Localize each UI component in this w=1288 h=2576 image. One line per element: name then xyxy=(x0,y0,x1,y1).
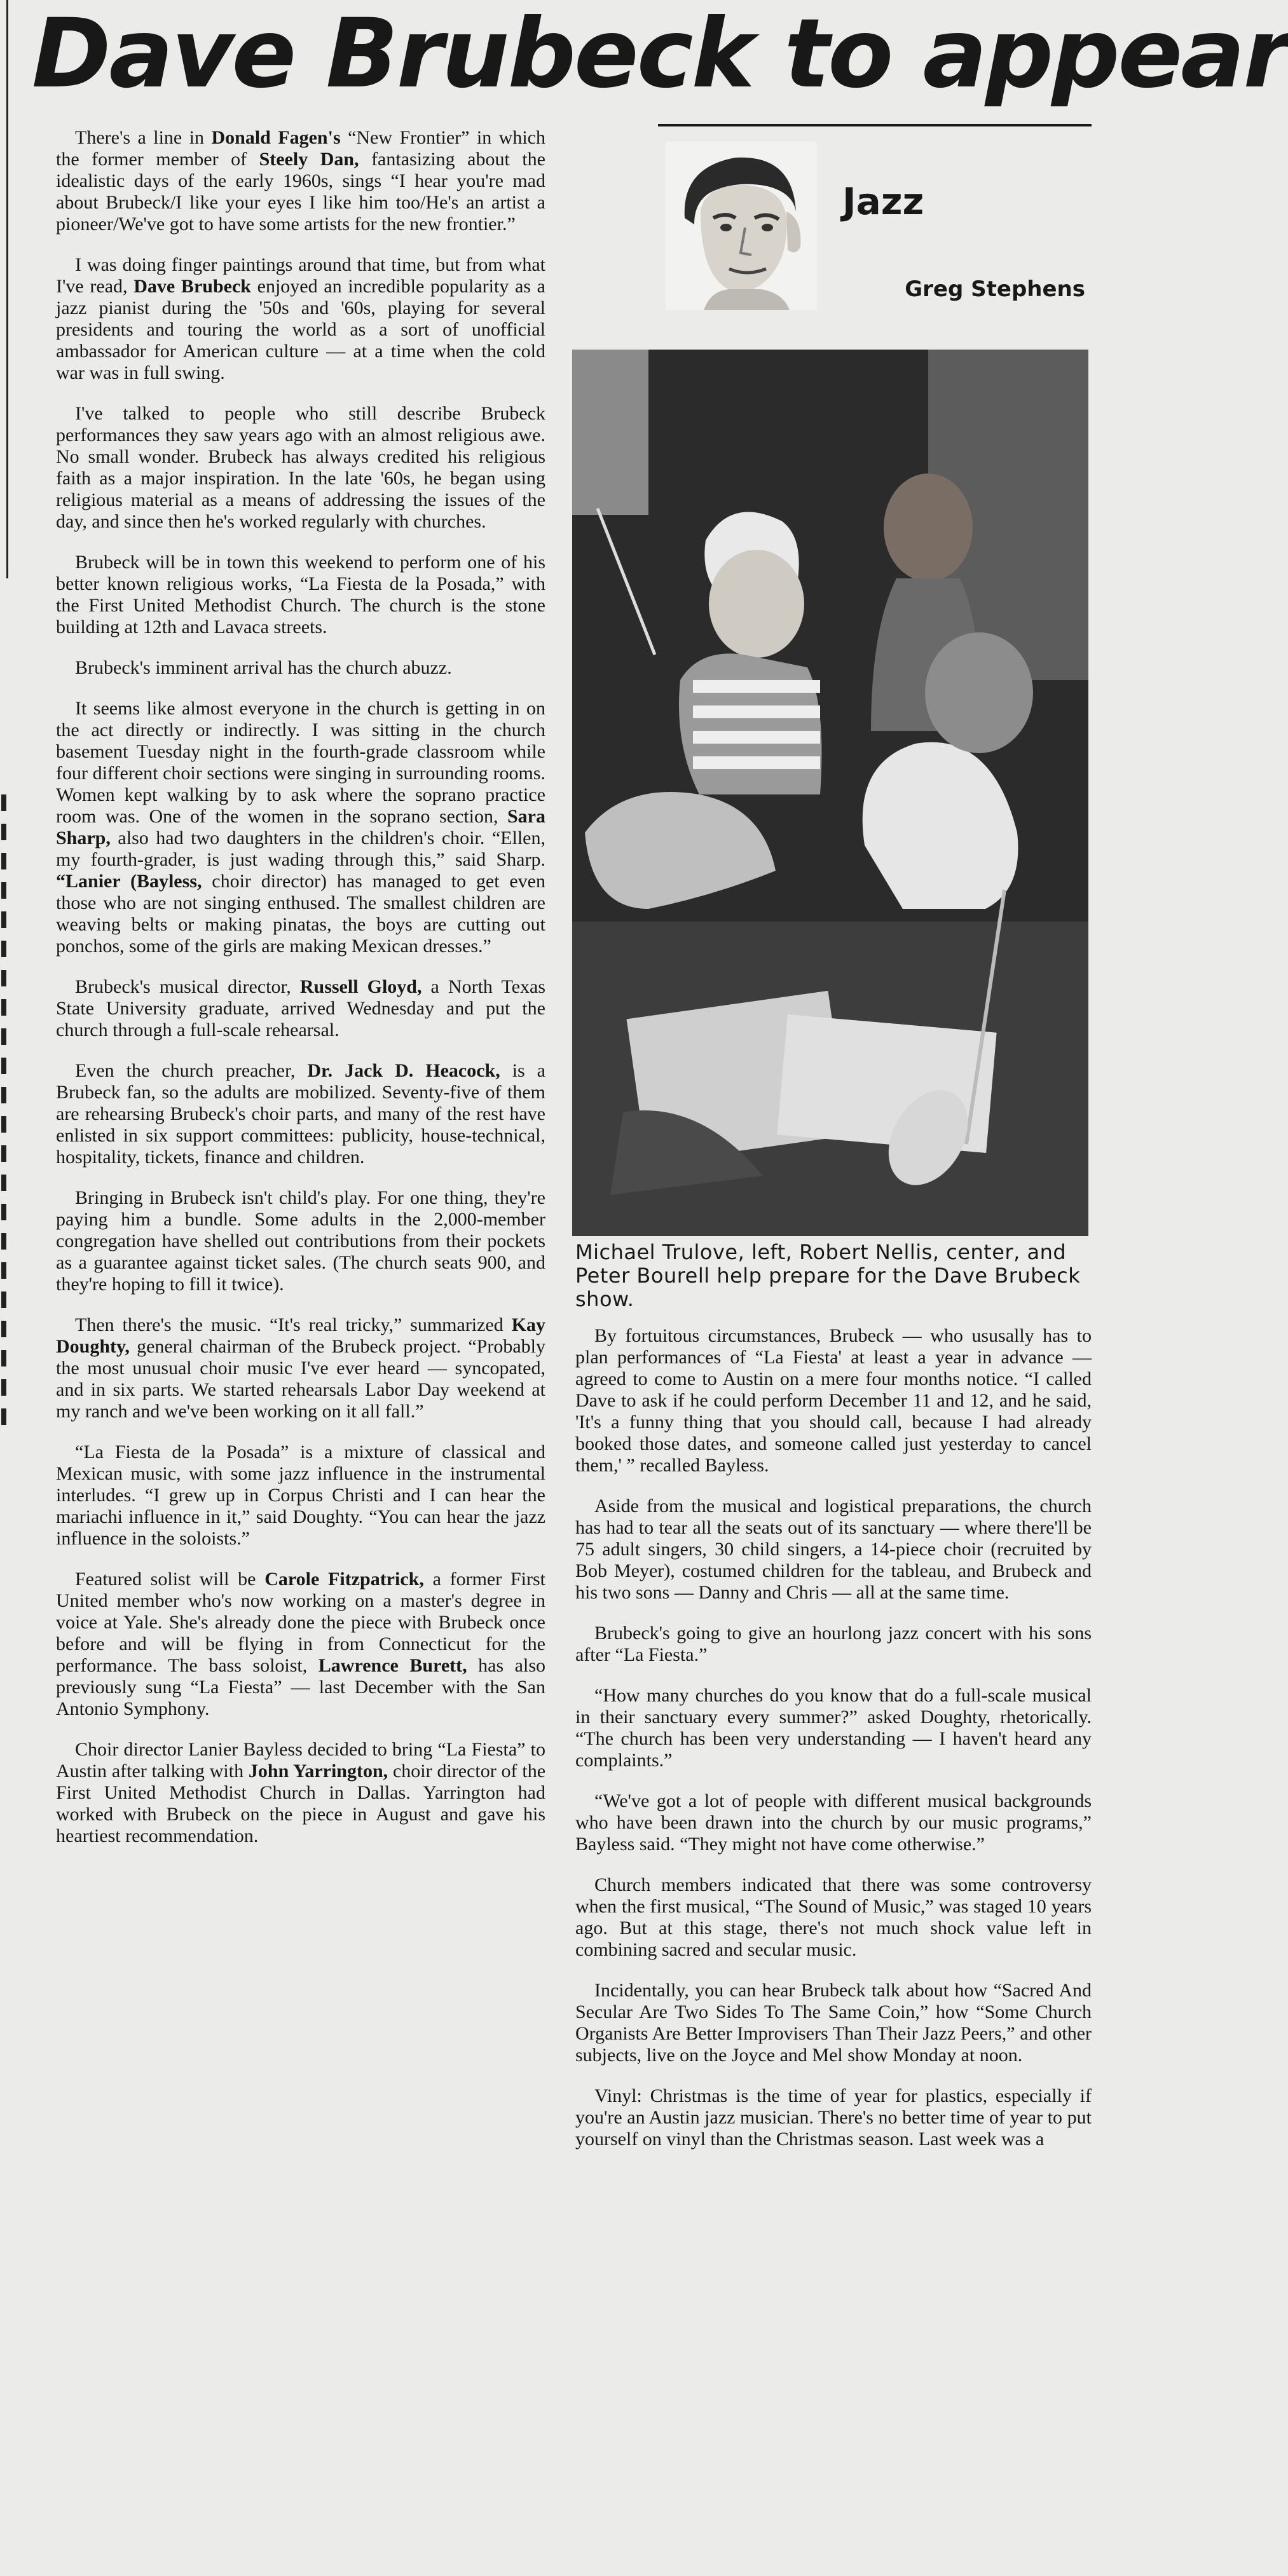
photo-caption: Michael Trulove, left, Robert Nellis, center, and Peter Bourell help prepare for the Dave Brubeck show. xyxy=(575,1240,1081,1311)
paragraph: Featured solist will be Carole Fitzpatrick, a former First United member who's now working on a master's degree in voice at Yale. She's already done the piece with Brubeck once before and will be flying in from Connecticut for the performance. The bass soloist, Lawrence Burett, has also previously sung “La Fiesta” — last December with the San Antonio Symphony. xyxy=(56,1569,546,1719)
paragraph: Choir director Lanier Bayless decided to bring “La Fiesta” to Austin after talking with John Yarrington, choir director of the First United Methodist Church in Dallas. Yarrington had worked with Brubeck on the piece in August and gave his heartiest recommendation. xyxy=(56,1739,546,1846)
margin-dash-rule xyxy=(1,794,6,1430)
paragraph: “How many churches do you know that do a full-scale musical in their sanctuary every summer?” asked Doughty, rhetorically. “The church has been very understanding — I haven't heard any complaints.” xyxy=(575,1685,1092,1771)
paragraph: Church members indicated that there was some controversy when the first musical, “The Sound of Music,” was staged 10 years ago. But at this stage, there's not much shock value left in combining sacred and secular music. xyxy=(575,1874,1092,1960)
paragraph: Then there's the music. “It's real tricky,” summarized Kay Doughty, general chairman of the Brubeck project. “Probably the most unusual choir music I've ever heard — syncopated, and in six parts. We started rehearsals Labor Day weekend at my ranch and we've been working on it all fall.” xyxy=(56,1314,545,1422)
paragraph: It seems like almost everyone in the church is getting in on the act directly or indirectly. I was sitting in the church basement Tuesday night in the fourth-grade classroom while four different choir sections were singing in surrounding rooms. Women kept walking by to ask where the soprano practice room was. One of the women in the soprano section, Sara Sharp, also had two daughters in the children's choir. “Ellen, my fourth-grader, is just wading through this,” said Sharp. “Lanier (Bayless, choir director) has managed to get even those who are not singing enthused. The smallest children are weaving belts or making pinatas, the boys are cutting out ponchos, some of the girls are making Mexican dresses.” xyxy=(56,698,545,957)
article-photo xyxy=(572,350,1088,1236)
byline-rule xyxy=(658,124,1092,126)
column-name: Jazz xyxy=(842,180,924,223)
author-portrait xyxy=(666,142,817,310)
column-byline xyxy=(658,124,1092,321)
paragraph: Vinyl: Christmas is the time of year for plastics, especially if you're an Austin jazz musician. There's no better time of year to put yourself on vinyl than the Christmas season. Last week was a xyxy=(575,2085,1092,2150)
paragraph: Even the church preacher, Dr. Jack D. Heacock, is a Brubeck fan, so the adults are mobilized. Seventy-five of them are rehearsing Brubeck's choir parts, and many of the rest have enlisted in six support committees: publicity, house-technical, hospitality, tickets, finance and children. xyxy=(56,1060,545,1168)
author-name: Greg Stephens xyxy=(905,276,1085,302)
left-border-rule xyxy=(0,0,8,578)
paragraph: Aside from the musical and logistical preparations, the church has had to tear all the seats out of its sanctuary — where there'll be 75 adult singers, 30 child singers, a 14-piece choir (recruited by Bob Meyer), costumed children for the tableau, and Brubeck and his two sons — Danny and Chris — all at the same time. xyxy=(575,1496,1092,1603)
paragraph: There's a line in Donald Fagen's “New Frontier” in which the former member of Steely Dan, fantasizing about the idealistic days of the early 1960s, sings “I hear you're mad about Brubeck/I like your eyes I like him too/He's an artist a pioneer/We've got to have some artists for the new frontier.” xyxy=(56,127,545,235)
paragraph: I was doing finger paintings around that time, but from what I've read, Dave Brubeck enjoyed an incredible popularity as a jazz pianist during the '50s and '60s, playing for several presidents and touring the world as a sort of unofficial ambassador for American culture — at a time when the cold war was in full swing. xyxy=(56,254,546,383)
paragraph: I've talked to people who still describe Brubeck performances they saw years ago with an almost religious awe. No small wonder. Brubeck has always credited his religious faith as a major inspiration. In the late '60s, he began using religious material as a means of addressing the issues of the day, and since then he's worked regularly with churches. xyxy=(56,403,545,532)
paragraph: Brubeck's going to give an hourlong jazz concert with his sons after “La Fiesta.” xyxy=(575,1623,1092,1665)
paragraph: Incidentally, you can hear Brubeck talk about how “Sacred And Secular Are Two Sides To The Same Coin,” how “Some Church Organists Are Better Improvisers Than Their Jazz Peers,” and other subjects, live on the Joyce and Mel show Monday at noon. xyxy=(575,1980,1092,2066)
paragraph: Bringing in Brubeck isn't child's play. For one thing, they're paying him a bundle. Some adults in the 2,000-member congregation have shelled out contributions from their pockets as a guarantee against ticket sales. (The church seats 900, and they're hoping to fill it twice). xyxy=(56,1187,545,1295)
paragraph: “La Fiesta de la Posada” is a mixture of classical and Mexican music, with some jazz influence in the instrumental interludes. “I grew up in Corpus Christi and I can hear the mariachi influence in it,” said Doughty. “You can hear the jazz influence in the soloists.” xyxy=(56,1441,545,1549)
article-column-left xyxy=(56,127,545,1866)
headline: Dave Brubeck to appear xyxy=(32,0,1288,109)
paragraph: Brubeck will be in town this weekend to perform one of his better known religious works, “La Fiesta de la Posada,” with the First United Methodist Church. The church is the stone building at 12th and Lavaca streets. xyxy=(56,552,545,637)
paragraph: Brubeck's imminent arrival has the church abuzz. xyxy=(75,657,452,678)
article-column-right xyxy=(575,1325,1092,2169)
paragraph: “We've got a lot of people with different musical backgrounds who have been drawn into the church by our music programs,” Bayless said. “They might not have come otherwise.” xyxy=(575,1790,1092,1855)
paragraph: Brubeck's musical director, Russell Gloyd, a North Texas State University graduate, arrived Wednesday and put the church through a full-scale rehearsal. xyxy=(56,976,545,1040)
paragraph: By fortuitous circumstances, Brubeck — who ususally has to plan performances of “La Fiesta' at least a year in advance — agreed to come to Austin on a mere four months notice. “I called Dave to ask if he could perform December 11 and 12, and he said, 'It's a funny thing that you should call, because I had already booked those dates, and someone called just yesterday to cancel them,' ” recalled Bayless. xyxy=(575,1325,1092,1476)
